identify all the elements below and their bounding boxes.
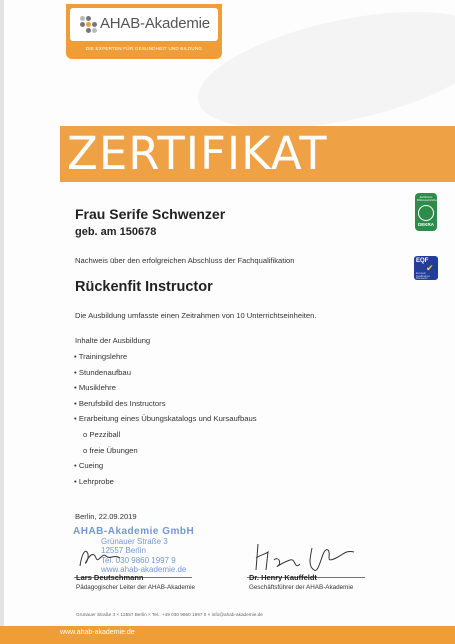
contents-list-item: o Pezziball xyxy=(83,429,121,439)
stamp-company: AHAB-Akademie GmbH xyxy=(73,526,195,537)
dekra-badge xyxy=(415,193,440,231)
stamp-street: Grünauer Straße 3 xyxy=(101,536,168,546)
logo-tagline: DIE EXPERTEN FÜR GESUNDHEIT UND BILDUNG xyxy=(85,46,203,51)
logo-panel xyxy=(70,8,218,41)
logo-text: AHAB-Akademie xyxy=(100,15,210,32)
recipient-name: Frau Serife Schwenzer xyxy=(75,206,226,222)
contents-list-item: • Trainingslehre xyxy=(74,352,128,361)
contents-list xyxy=(74,349,257,489)
title-banner xyxy=(60,126,455,182)
footer-bar xyxy=(0,626,455,644)
stamp-city: 12557 Berlin xyxy=(101,546,146,556)
contents-heading: Inhalte der Ausbildung xyxy=(75,336,151,345)
contents-list-item: • Musiklehre xyxy=(74,383,116,393)
contents-list-item: • Cueing xyxy=(74,461,104,471)
eqf-subtext: European Qualifications Framework xyxy=(416,273,430,281)
signature-kauffeldt xyxy=(250,540,360,576)
contents-list-item: • Stundenaufbau xyxy=(74,367,131,377)
signer-name-left: Lars Deutschmann xyxy=(76,573,144,582)
stamp-web: www.ahab-akademie.de xyxy=(101,565,187,575)
contents-list-item: • Lehrprobe xyxy=(74,476,114,486)
signer-role-left: Pädagogischer Leiter der AHAB-Akademie xyxy=(76,584,196,591)
signer-name-right: Dr. Henry Kauffeldt xyxy=(249,573,317,582)
ahab-logo xyxy=(66,4,222,59)
certificate-title: ZERTIFIKAT xyxy=(67,127,328,180)
footer-address: Grünauer Straße 3 × 12557 Berlin × Tel.: +49 030 9860 1997 0 × info@ahab-akademie.de xyxy=(76,612,263,617)
page-edge-shadow xyxy=(0,0,4,644)
eqf-check-icon: ✔ xyxy=(426,263,434,273)
contents-list-item: o freie Übungen xyxy=(83,445,138,455)
dekra-badge-text: Zertifizierte Bildungseinrichtung xyxy=(417,196,440,202)
signer-role-right: Geschäftsführer der AHAB-Akademie xyxy=(249,584,354,591)
proof-line: Nachweis über den erfolgreichen Abschluss der Fachqualifikation xyxy=(75,256,295,265)
stamp-phone: Tel. 030 9860 1997 9 xyxy=(101,555,176,565)
dekra-label: DEKRA xyxy=(417,222,434,227)
contents-list-item: • Berufsbild des Instructors xyxy=(74,398,166,408)
eqf-badge xyxy=(414,256,438,280)
ahab-logo-mark-icon xyxy=(80,16,97,33)
qualification-title: Rückenfit Instructor xyxy=(75,279,213,295)
footer-website-link[interactable]: www.ahab-akademie.de xyxy=(60,629,135,636)
eqf-label: EQF xyxy=(416,258,429,264)
birth-date: geb. am 150678 xyxy=(75,226,157,238)
date-place: Berlin, 22.09.2019 xyxy=(75,512,137,521)
signature-deutschmann xyxy=(76,544,136,572)
dekra-seal-icon xyxy=(418,205,434,221)
contents-list-item: • Erarbeitung eines Übungskatalogs und Kursaufbaus xyxy=(74,414,257,424)
scope-line: Die Ausbildung umfasste einen Zeitrahmen von 10 Unterrichtseinheiten. xyxy=(75,311,317,320)
